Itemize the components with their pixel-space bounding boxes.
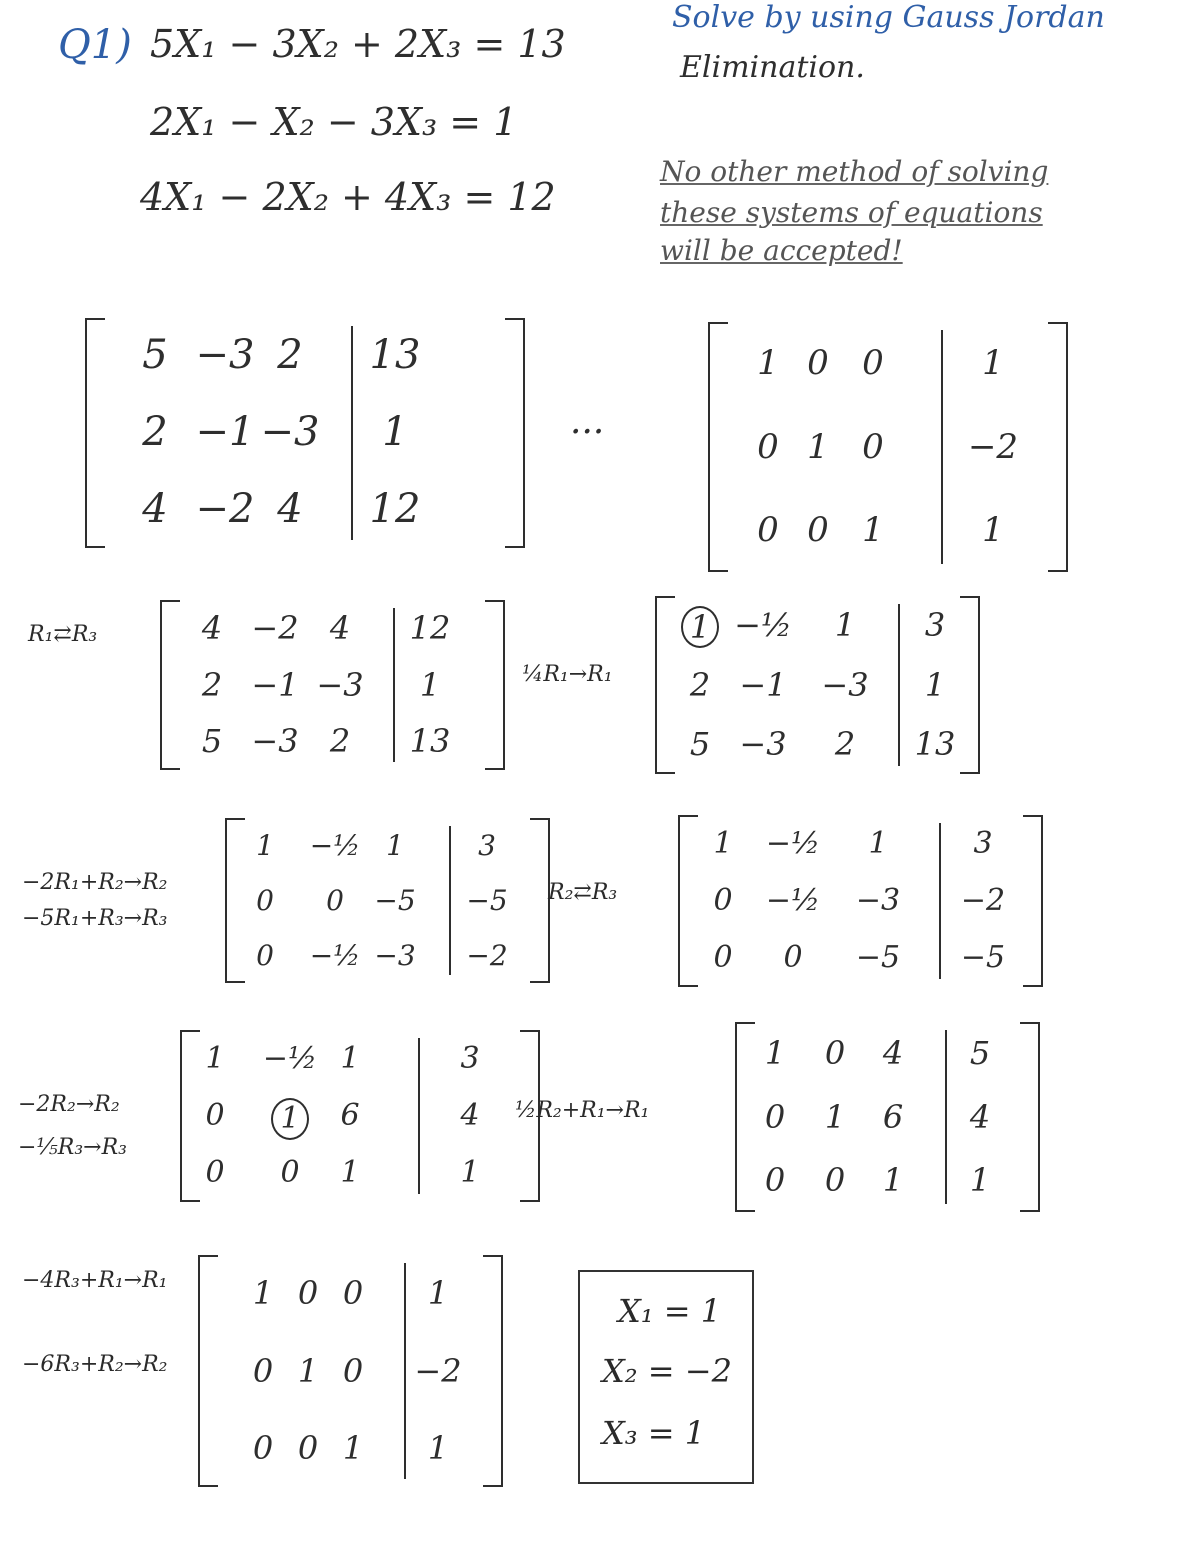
matrix-cell: 1 xyxy=(969,1161,991,1200)
matrix-cell: −½ xyxy=(262,1040,318,1076)
matrix-cell: 13 xyxy=(409,722,451,761)
matrix-cell: 0 xyxy=(862,426,884,467)
matrix-cell: 1 xyxy=(382,409,408,455)
matrix-cell: −3 xyxy=(260,409,320,455)
matrix-cell: −3 xyxy=(855,883,901,918)
bracket-left xyxy=(735,1022,755,1212)
bracket-left xyxy=(160,600,180,770)
matrix-cell: 1 xyxy=(460,1155,480,1191)
bracket-right xyxy=(483,1255,503,1487)
augment-bar xyxy=(945,1030,947,1204)
matrix-cell: 4 xyxy=(277,485,303,532)
matrix-cell: 1 xyxy=(862,509,884,550)
matrix-cell: −1 xyxy=(195,409,255,455)
instruction-line2: Elimination. xyxy=(680,50,865,85)
matrix-cell xyxy=(271,1098,309,1140)
matrix-cell xyxy=(681,606,719,648)
matrix-step3 xyxy=(225,818,550,983)
bracket-left xyxy=(198,1255,218,1487)
matrix-step5 xyxy=(180,1030,540,1202)
matrix-cell: 3 xyxy=(478,828,496,862)
matrix-cell: 1 xyxy=(882,1161,904,1200)
matrix-cell: −3 xyxy=(821,665,869,704)
bracket-right xyxy=(505,318,525,548)
matrix-cell: 12 xyxy=(369,485,421,532)
equation-3: 4X₁ − 2X₂ + 4X₃ = 12 xyxy=(140,175,556,219)
matrix-cell: 4 xyxy=(882,1034,904,1073)
bracket-right xyxy=(1048,322,1068,572)
matrix-cell: 5 xyxy=(689,725,711,764)
note-line1: No other method of solving xyxy=(660,155,1049,188)
matrix-cell: 1 xyxy=(297,1351,319,1390)
matrix-cell: 4 xyxy=(329,609,351,648)
matrix-cell: −2 xyxy=(960,883,1006,918)
bracket-left xyxy=(225,818,245,983)
op-step2-0: ¼R₁→R₁ xyxy=(522,662,613,687)
augment-bar xyxy=(404,1263,406,1479)
matrix-cell: 4 xyxy=(142,485,168,532)
matrix-cell: 2 xyxy=(142,409,168,455)
matrix-cell: 1 xyxy=(757,343,779,384)
matrix-cell: 6 xyxy=(882,1097,904,1136)
matrix-cell: −1 xyxy=(251,665,299,704)
augment-bar xyxy=(449,826,451,975)
question-label: Q1) xyxy=(58,22,132,68)
matrix-cell: 5 xyxy=(142,332,168,379)
circled-pivot: 1 xyxy=(271,1098,309,1140)
answer-x2: X₂ = −2 xyxy=(602,1352,732,1390)
matrix-cell: −½ xyxy=(309,828,361,862)
matrix-cell: 0 xyxy=(342,1351,364,1390)
augment-bar xyxy=(351,326,353,540)
op-step3-0: −2R₁+R₂→R₂ xyxy=(22,870,168,895)
matrix-cell: −½ xyxy=(309,938,361,972)
matrix-cell: −5 xyxy=(855,940,901,976)
matrix-cell: 0 xyxy=(713,883,733,918)
matrix-cell: −3 xyxy=(251,722,299,761)
matrix-cell: −3 xyxy=(316,665,364,704)
answer-box xyxy=(578,1270,754,1484)
op-step7-1: −6R₃+R₂→R₂ xyxy=(22,1352,168,1377)
matrix-cell: 0 xyxy=(256,938,274,972)
matrix-cell: 1 xyxy=(427,1429,449,1468)
matrix-cell: 0 xyxy=(764,1161,786,1200)
matrix-cell: 1 xyxy=(824,1097,846,1136)
op-step6-0: ½R₂+R₁→R₁ xyxy=(515,1098,650,1123)
matrix-cell: −2 xyxy=(251,609,299,648)
matrix-cell: −3 xyxy=(739,725,787,764)
matrix-cell: 3 xyxy=(460,1040,480,1076)
matrix-cell: 12 xyxy=(409,609,451,648)
equation-1: 5X₁ − 3X₂ + 2X₃ = 13 xyxy=(150,22,566,66)
matrix-cell: 4 xyxy=(201,609,223,648)
matrix-cell: −2 xyxy=(414,1351,462,1390)
matrix-cell: 0 xyxy=(252,1351,274,1390)
matrix-cell: 2 xyxy=(689,665,711,704)
matrix-cell: 1 xyxy=(205,1040,225,1076)
bracket-right xyxy=(485,600,505,770)
op-step5-0: −2R₂→R₂ xyxy=(18,1092,120,1117)
matrix-cell: −½ xyxy=(734,606,792,645)
matrix-step7 xyxy=(198,1255,503,1487)
matrix-cell: −5 xyxy=(374,883,416,917)
matrix-cell: −5 xyxy=(466,883,508,917)
bracket-left xyxy=(180,1030,200,1202)
augment-bar xyxy=(393,608,395,762)
bracket-right xyxy=(960,596,980,774)
matrix-cell: 1 xyxy=(868,825,888,861)
bracket-left xyxy=(708,322,728,572)
instruction-line1: Solve by using Gauss Jordan xyxy=(672,0,1105,35)
matrix-cell: 0 xyxy=(205,1098,225,1133)
matrix-cell: 0 xyxy=(297,1429,319,1468)
matrix-cell: 1 xyxy=(252,1274,274,1313)
matrix-step1 xyxy=(160,600,505,770)
matrix-cell: 1 xyxy=(982,343,1004,384)
bracket-right xyxy=(1020,1022,1040,1212)
answer-x1: X₁ = 1 xyxy=(618,1292,722,1330)
op-step5-1: −⅕R₃→R₃ xyxy=(18,1135,127,1160)
matrix-cell: 1 xyxy=(256,828,274,862)
matrix-cell: −3 xyxy=(374,938,416,972)
matrix-cell: −1 xyxy=(739,665,787,704)
matrix-cell: 0 xyxy=(713,940,733,976)
note-line2: these systems of equations xyxy=(660,196,1043,229)
matrix-cell: 0 xyxy=(862,343,884,384)
matrix-cell: 2 xyxy=(834,725,856,764)
matrix-target xyxy=(708,322,1068,572)
op-step1-0: R₁⇄R₃ xyxy=(28,622,98,647)
matrix-cell: 1 xyxy=(340,1155,360,1191)
equation-2: 2X₁ − X₂ − 3X₃ = 1 xyxy=(150,100,518,144)
bracket-left xyxy=(85,318,105,548)
matrix-cell: 0 xyxy=(757,426,779,467)
matrix-cell: 0 xyxy=(757,509,779,550)
augment-bar xyxy=(898,604,900,766)
bracket-right xyxy=(530,818,550,983)
matrix-cell: 1 xyxy=(713,825,733,861)
matrix-cell: 2 xyxy=(329,722,351,761)
matrix-cell: −2 xyxy=(466,938,508,972)
matrix-cell: 1 xyxy=(924,665,946,704)
matrix-cell: 0 xyxy=(297,1274,319,1313)
matrix-cell: 2 xyxy=(201,665,223,704)
bracket-right xyxy=(1023,815,1043,987)
matrix-cell: 0 xyxy=(256,883,274,917)
note-line3: will be accepted! xyxy=(660,234,903,267)
augment-bar xyxy=(939,823,941,979)
matrix-cell: 1 xyxy=(419,665,441,704)
op-step4-0: R₂⇄R₃ xyxy=(548,880,618,905)
matrix-cell: 3 xyxy=(924,606,946,645)
matrix-cell: 3 xyxy=(973,825,993,861)
matrix-cell: 0 xyxy=(326,883,344,917)
matrix-cell: 1 xyxy=(342,1429,364,1468)
matrix-cell: 0 xyxy=(252,1429,274,1468)
matrix-cell: −3 xyxy=(195,332,255,379)
matrix-initial xyxy=(85,318,525,548)
matrix-cell: 1 xyxy=(807,426,829,467)
ellipsis: ··· xyxy=(570,412,605,453)
matrix-cell: 0 xyxy=(824,1034,846,1073)
matrix-cell: 0 xyxy=(807,343,829,384)
matrix-cell: 0 xyxy=(764,1097,786,1136)
matrix-cell: 2 xyxy=(277,332,303,379)
matrix-cell: 13 xyxy=(914,725,956,764)
matrix-cell: 1 xyxy=(764,1034,786,1073)
matrix-step4 xyxy=(678,815,1043,987)
matrix-cell: −½ xyxy=(765,883,821,918)
matrix-cell: 1 xyxy=(386,828,404,862)
matrix-cell: 0 xyxy=(824,1161,846,1200)
bracket-left xyxy=(678,815,698,987)
matrix-cell: −½ xyxy=(765,825,821,861)
matrix-cell: 5 xyxy=(969,1034,991,1073)
matrix-cell: 13 xyxy=(369,332,421,379)
matrix-cell: 4 xyxy=(460,1098,480,1133)
matrix-cell: 0 xyxy=(280,1155,300,1191)
matrix-cell: 1 xyxy=(340,1040,360,1076)
matrix-cell: 1 xyxy=(982,509,1004,550)
matrix-cell: −2 xyxy=(195,485,255,532)
matrix-step2 xyxy=(655,596,980,774)
circled-pivot: 1 xyxy=(681,606,719,648)
op-step3-1: −5R₁+R₃→R₃ xyxy=(22,906,168,931)
answer-x3: X₃ = 1 xyxy=(602,1414,706,1452)
matrix-cell: 5 xyxy=(201,722,223,761)
matrix-cell: 0 xyxy=(807,509,829,550)
matrix-cell: 0 xyxy=(342,1274,364,1313)
matrix-cell: −2 xyxy=(967,426,1019,467)
matrix-cell: 6 xyxy=(340,1098,360,1133)
augment-bar xyxy=(941,330,943,564)
augment-bar xyxy=(418,1038,420,1194)
matrix-cell: −5 xyxy=(960,940,1006,976)
matrix-cell: 4 xyxy=(969,1097,991,1136)
matrix-step6 xyxy=(735,1022,1040,1212)
bracket-left xyxy=(655,596,675,774)
matrix-cell: 0 xyxy=(783,940,803,976)
matrix-cell: 0 xyxy=(205,1155,225,1191)
matrix-cell: 1 xyxy=(427,1274,449,1313)
op-step7-0: −4R₃+R₁→R₁ xyxy=(22,1268,168,1293)
matrix-cell: 1 xyxy=(834,606,856,645)
